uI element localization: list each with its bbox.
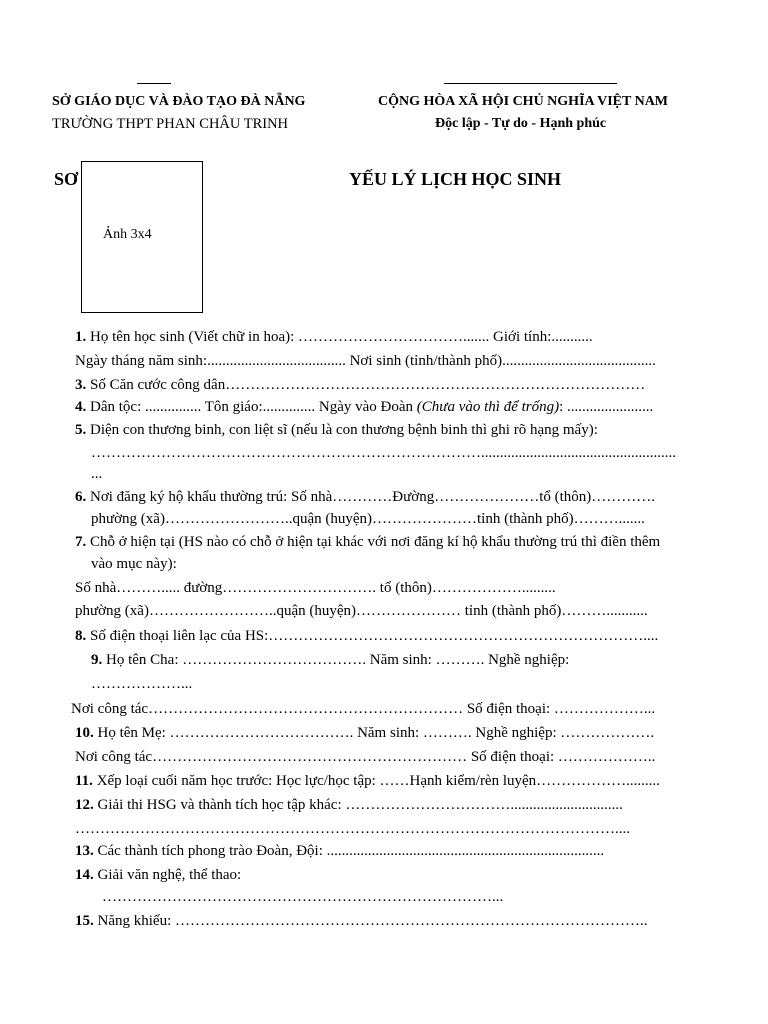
field-text: Xếp loại cuối năm học trước: Học lực/học tập: ……Hạnh kiểm/rèn luyện………………......... (92, 773, 660, 789)
item-number: 1. (75, 329, 87, 345)
field-mother-workplace (75, 749, 655, 766)
field-text: Các thành tích phong trào Đoàn, Đội: .......................................................................... (93, 843, 605, 859)
header-motto: Độc lập - Tự do - Hạnh phúc (435, 116, 607, 131)
header-school: TRƯỜNG THPT PHAN CHÂU TRINH (52, 116, 289, 132)
field-text: Họ tên học sinh (Viết chữ in hoa): ……………………………....... Giới tính:........... (86, 329, 593, 345)
field-text: ... (91, 466, 103, 482)
field-text: ……………………………………………………………………... (102, 889, 504, 905)
item-number: 9. (91, 652, 103, 668)
item-number: 5. (75, 422, 87, 438)
field-text: : ....................... (559, 399, 654, 415)
field-talents (75, 913, 647, 930)
item-number: 7. (75, 534, 87, 550)
field-text: Năng khiếu: ………………………………………………………………………………….. (93, 913, 648, 929)
field-current-address (75, 534, 660, 551)
field-permanent-address-line2 (91, 511, 645, 528)
item-number: 10. (75, 725, 94, 741)
field-current-address-line2 (91, 556, 177, 573)
field-text: Số điện thoại liên lạc của HS:………………………………………………………………….... (86, 628, 659, 644)
field-text: Họ tên Mẹ: ………………………………. Năm sinh: ………. Nghề nghiệp: ………………. (93, 725, 655, 741)
item-number: 8. (75, 628, 87, 644)
field-text: Diện con thương binh, con liệt sĩ (nếu là con thương bệnh binh thì ghi rõ hạng mấy): (86, 422, 598, 438)
field-academic-rank (75, 773, 660, 790)
header-right-underline (444, 83, 617, 84)
field-text: Nơi công tác……………………………………………………… Số điện thoại: ………………... (71, 701, 656, 717)
field-text: Chỗ ở hiện tại (HS nào có chỗ ở hiện tại khác với nơi đăng kí hộ khẩu thường trú thì điền thêm (86, 534, 661, 550)
field-mother-name (75, 725, 654, 742)
field-text: Nơi công tác……………………………………………………… Số điện thoại: ……………….. (75, 749, 656, 765)
field-policy-status-line3 (91, 466, 102, 483)
field-text: Dân tộc: ............... Tôn giáo:.............. Ngày vào Đoàn (86, 399, 417, 415)
field-text: vào mục này): (91, 556, 177, 572)
field-text: Số nhà………..... đường…………………………. tổ (thôn)………………......... (75, 580, 556, 596)
header-left-underline (137, 83, 171, 84)
item-number: 6. (75, 489, 87, 505)
item-number: 13. (75, 843, 94, 859)
field-union-achievements (75, 843, 604, 860)
field-awards-line2 (75, 821, 630, 838)
field-text: ………………... (91, 676, 193, 692)
field-text: Họ tên Cha: ………………………………. Năm sinh: ………. Nghề nghiệp: (102, 652, 570, 668)
title-prefix: SƠ (54, 169, 79, 189)
field-current-address-line3 (75, 580, 556, 597)
field-awards (75, 797, 623, 814)
field-current-address-line4 (75, 603, 648, 620)
field-father-name-line2 (91, 676, 192, 693)
field-text: Giải thi HSG và thành tích học tập khác: …………………………….............................. (93, 797, 623, 813)
field-policy-status-line2 (91, 445, 676, 462)
field-ethnicity-religion (75, 399, 653, 416)
item-number: 11. (75, 773, 93, 789)
field-permanent-address (75, 489, 655, 506)
item-number: 14. (75, 867, 94, 883)
field-text: ……………………………………………………………………………………………….... (75, 821, 630, 837)
field-student-phone (75, 628, 658, 645)
page-title: YẾU LÝ LỊCH HỌC SINH (349, 169, 562, 189)
item-number: 15. (75, 913, 94, 929)
item-number: 4. (75, 399, 87, 415)
field-student-name (75, 329, 593, 346)
field-text: phường (xã)……………………..quận (huyện)…………………tỉnh (thành phố)………....... (91, 511, 645, 527)
field-arts-sports-line2 (102, 889, 503, 906)
field-text: Số Căn cước công dân………………………………………………………………………… (86, 377, 646, 393)
field-father-workplace (71, 701, 655, 718)
field-arts-sports (75, 867, 241, 884)
item-number: 12. (75, 797, 94, 813)
header-department: SỞ GIÁO DỤC VÀ ĐÀO TẠO ĐÀ NẴNG (52, 94, 306, 109)
field-text: Giải văn nghệ, thể thao: (93, 867, 242, 883)
item-number: 3. (75, 377, 87, 393)
field-text: …………………………………………………………………….................................................... (91, 445, 676, 461)
field-note: (Chưa vào thì để trống) (416, 399, 560, 415)
field-text: phường (xã)……………………..quận (huyện)………………… tỉnh (thành phố)………........... (75, 603, 648, 619)
field-text: Ngày tháng năm sinh:..................................... Nơi sinh (tỉnh/thành phố)......................................... (75, 353, 656, 369)
field-policy-status (75, 422, 598, 439)
header-country: CỘNG HÒA XÃ HỘI CHỦ NGHĨA VIỆT NAM (378, 94, 669, 109)
field-father-name (91, 652, 569, 669)
photo-placeholder-box (81, 161, 203, 313)
photo-label: Ảnh 3x4 (103, 227, 152, 242)
field-birth (75, 353, 656, 370)
field-citizen-id (75, 377, 645, 394)
field-text: Nơi đăng ký hộ khẩu thường trú: Số nhà…………Đường…………………tổ (thôn)…………. (86, 489, 656, 505)
